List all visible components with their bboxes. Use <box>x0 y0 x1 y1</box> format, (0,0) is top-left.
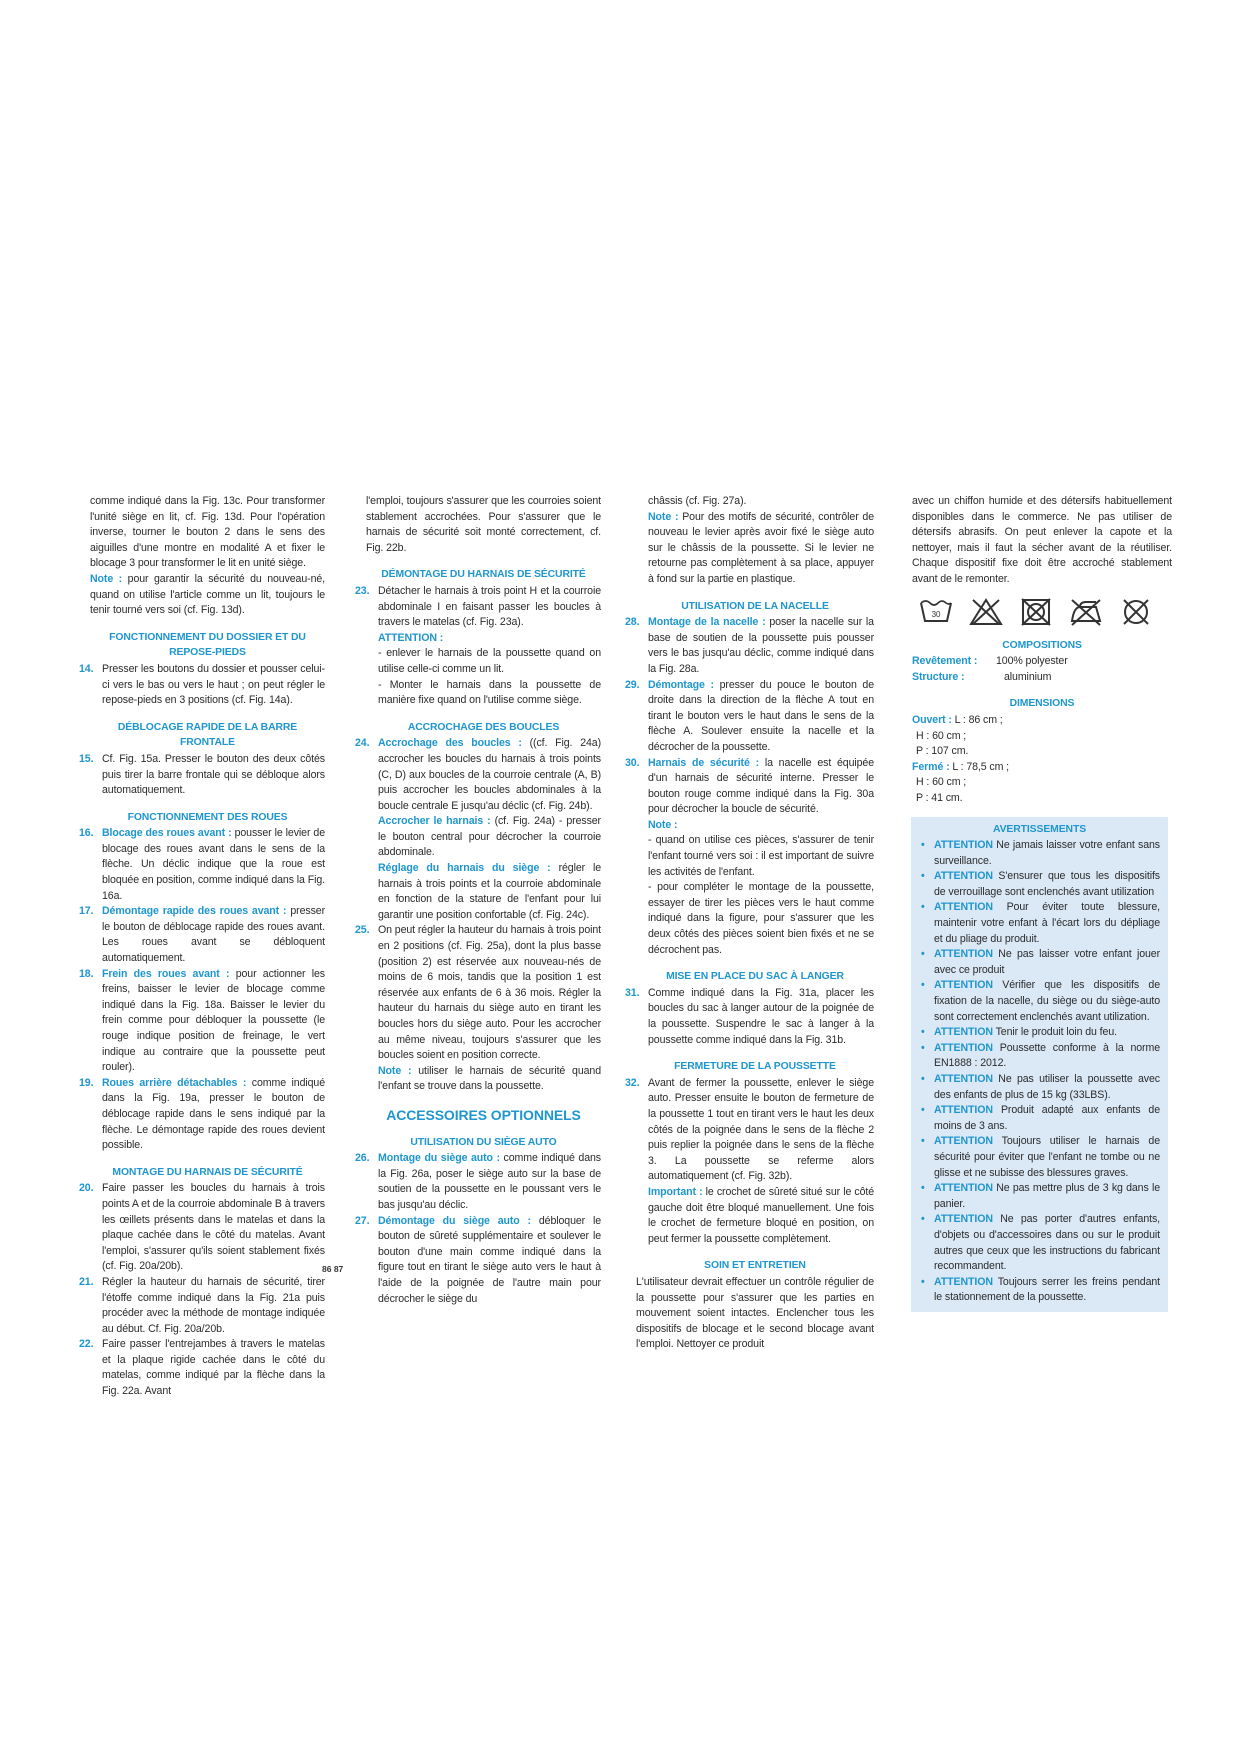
list-item: 31. Comme indiqué dans la Fig. 31a, placer les boucles du sac à langer autour de la poignée de la poussette. Suspendre le sac à langer à la poussette comme indiqué dans la Fig. 31b. <box>625 986 874 1046</box>
paragraph: L'utilisateur devrait effectuer un contrôle régulier de la poussette pour s'assurer que les parties en mouvement soient intactes. Enclencher tous les dispositifs de blocage et le second blocage avant l'emploi. Nettoyer ce produit <box>636 1275 874 1351</box>
dimensions: Ouvert : L : 86 cm ; H : 60 cm ; P : 107 cm. Fermé : L : 78,5 cm ; H : 60 cm ; P : 41 cm. <box>912 713 1010 804</box>
list-item: 19. Roues arrière détachables : comme indiqué dans la Fig. 19a, presser le bouton de déblocage rapide dans le sens indiqué par la flèche. Le démontage rapide des roues devient possible. <box>79 1076 325 1152</box>
warnings-box <box>911 817 1168 1312</box>
section-heading: FONCTIONNEMENT DES ROUES <box>127 811 288 823</box>
list-item: 16. Blocage des roues avant : pousser le levier de blocage des roues avant dans le sens de la flèche. Un déclic indique que la roue est bloquée en position, comme indiqué dans la Fig. 16a. <box>79 827 325 902</box>
paragraph: - quand on utilise ces pièces, s'assurer de tenir l'enfant tourné vers soi : il est important de suivre les activités de l'enfant. <box>648 834 874 878</box>
paragraph: avec un chiffon humide et des détersifs habituellement disponibles dans le commerce. Ne pas utiliser de détersifs abrasifs. On peut enlever la capote et la nettoyer, mais il faut la sécher avant de la réutiliser. Chaque dispositif fixe doit être accroché stablement avant de le remonter. <box>912 495 1172 585</box>
column-2 <box>355 494 602 1307</box>
no-iron-icon <box>1068 597 1104 627</box>
wash-30-icon <box>918 597 954 627</box>
warning-item: • ATTENTION Ne pas laisser votre enfant jouer avec ce produit <box>921 948 1160 976</box>
paragraph: Accrocher le harnais : (cf. Fig. 24a) - presser le bouton central pour décrocher la courroie abdominale. <box>378 815 601 859</box>
list-item: 25. On peut régler la hauteur du harnais à trois point en 2 positions (cf. Fig. 25a), dont la plus basse (position 2) est réservée aux nouveau-nés de moins de 6 mois, tandis que la position 1 est réservée aux enfants de 6 à 36 mois. Régler la hauteur du harnais du siège auto en tirant les boucles hors du siège auto. Pour les accrocher au même niveau, toujours s'assurer que les boucles soient en position correcte. <box>355 924 601 1062</box>
section-heading: DIMENSIONS <box>1009 698 1075 710</box>
paragraph: - pour compléter le montage de la poussette, essayer de tirer les pièces vers le haut comme indiqué dans la figure, pour s'assurer que les deux côtés des pièces soient bien fixés et ne se décrochent pas. <box>648 881 874 956</box>
list-item: 22. Faire passer l'entrejambes à travers le matelas et la plaque rigide cachée dans le côté du matelas, comme indiqué par la flèche dans la Fig. 22a. Avant <box>79 1338 325 1398</box>
list-item: 15. Cf. Fig. 15a. Presser le bouton des deux côtés puis tirer la barre frontale qui se débloque alors automatiquement. <box>79 752 325 797</box>
warning-item: • ATTENTION Tenir le produit loin du feu. <box>921 1026 1117 1039</box>
paragraph: châssis (cf. Fig. 27a). <box>648 495 747 507</box>
list-item: 24. Accrochage des boucles : ((cf. Fig. 24a) accrocher les boucles du harnais à trois points (C, D) aux boucles de la courroie centrale (A, B) puis accrocher les boucles abdominales à la boucle centrale E jusqu'au déclic (cf. Fig. 24b). <box>355 737 602 812</box>
warning-item: • ATTENTION Toujours utiliser le harnais de sécurité pour éviter que l'enfant ne tombe ou ne glisse et ne subisse des blessures graves. <box>921 1135 1160 1179</box>
warning-item: • ATTENTION Pour éviter toute blessure, maintenir votre enfant à l'écart lors du dépliage et du pliage du produit. <box>921 901 1160 945</box>
section-heading: ACCROCHAGE DES BOUCLES <box>407 721 560 733</box>
paragraph: l'emploi, toujours s'assurer que les courroies soient stablement accrochées. Pour s'assurer que le harnais de sécurité soit monté correctement, cf. Fig. 22b. <box>366 495 601 554</box>
section-heading: UTILISATION DE LA NACELLE <box>681 600 829 612</box>
list-item: 14. Presser les boutons du dossier et pousser celui-ci vers le bas ou vers le haut ; on peut régler le repose-pieds en 3 positions (cf. Fig. 14a). <box>79 662 325 707</box>
warning-item: • ATTENTION Vérifier que les dispositifs de fixation de la nacelle, du siège ou du siège-auto sont correctement enclenchés avant utilization. <box>921 979 1160 1023</box>
warning-item: • ATTENTION Poussette conforme à la norme EN1888 : 2012. <box>921 1041 1161 1070</box>
list-item: 18. Frein des roues avant : pour actionner les freins, baisser le levier de blocage comme indiqué dans la Fig. 18a. Baisser le levier du frein comme pour débloquer la poussette (le rouge indique position de freinage, le vert indique au contraire que la poussette peut rouler). <box>79 967 325 1074</box>
section-heading: DÉMONTAGE DU HARNAIS DE SÉCURITÉ <box>381 569 586 581</box>
section-heading: UTILISATION DU SIÈGE AUTO <box>410 1136 557 1148</box>
list-item: 17. Démontage rapide des roues avant : presser le bouton de déblocage rapide des roues avant. Les roues avant se débloquent automatiquement. <box>79 905 325 965</box>
composition-row: Structure : aluminium <box>912 670 1052 683</box>
note: Note : pour garantir la sécurité du nouveau-né, quand on utilise l'article comme un lit, toujours le tenir tourné vers soi (cf. Fig. 13d). <box>90 572 325 617</box>
section-heading: MONTAGE DU HARNAIS DE SÉCURITÉ <box>112 1166 303 1178</box>
warning-item: • ATTENTION S'ensurer que tous les dispositifs de verrouillage sont enclenchés avant utilization <box>921 870 1161 898</box>
section-title: ACCESSOIRES OPTIONNELS <box>386 1106 581 1123</box>
note: Note : utiliser le harnais de sécurité quand l'enfant se trouve dans la poussette. <box>378 1064 601 1093</box>
section-heading: COMPOSITIONS <box>1002 639 1082 651</box>
warning-item: • ATTENTION Ne jamais laisser votre enfant sans surveillance. <box>921 839 1161 867</box>
paragraph: Réglage du harnais du siège : régler le harnais à trois points et la courroie abdominale en fonction de la stature de l'enfant pour lui garantir une position confortable (cf. Fig. 24c). <box>378 862 602 921</box>
list-item: 27. Démontage du siège auto : débloquer le bouton de sûreté supplémentaire et soulever le bouton d'une main comme indiqué dans la figure tout en tirant le siège auto vers le haut à l'aide de la poignée de l'autre main pour décrocher le siège du <box>355 1214 601 1305</box>
warning-item: • ATTENTION Ne pas mettre plus de 3 kg dans le panier. <box>921 1182 1160 1210</box>
no-dry-clean-icon <box>1118 597 1154 627</box>
list-item: 30. Harnais de sécurité : la nacelle est équipée d'un harnais de sécurité interne. Presser le bouton rouge comme indiqué dans la Fig. 30a pour décrocher la boucle de sécurité. <box>625 756 874 816</box>
list-item: 29. Démontage : presser du pouce le bouton de droite dans la direction de la flèche A tout en tirant le bouton vers le haut dans le sens de la flèche A. Soulever ensuite la nacelle et la décrocher de la poussette. <box>625 678 874 753</box>
section-heading: FERMETURE DE LA POUSSETTE <box>674 1061 836 1073</box>
column-4 <box>912 494 1172 1312</box>
column-3 <box>625 494 875 1353</box>
section-heading: SOIN ET ENTRETIEN <box>704 1260 806 1272</box>
list-item: 21. Régler la hauteur du harnais de sécurité, tirer l'étoffe comme indiqué dans la Fig. 21a puis procéder avec la méthode de montage indiquée au début. Cf. Fig. 20a/20b. <box>79 1275 325 1335</box>
warning-item: • ATTENTION Produit adapté aux enfants de moins de 3 ans. <box>921 1104 1160 1132</box>
section-heading: MISE EN PLACE DU SAC À LANGER <box>666 971 844 983</box>
attention-label: ATTENTION : <box>378 631 444 644</box>
section-heading: DÉBLOCAGE RAPIDE DE LA BARRE FRONTALE <box>117 721 298 749</box>
list-item: 32. Avant de fermer la poussette, enlever le siège auto. Presser ensuite le bouton de fermeture de la poussette 1 tout en tirant vers le haut les deux côtés de la poignée dans le sens de la flèche 2 puis replier la poignée dans le sens de la flèche 3. La poussette se referme alors automatiquement (cf. Fig. 32b). <box>625 1076 874 1183</box>
section-heading: FONCTIONNEMENT DU DOSSIER ET DU REPOSE-PIEDS <box>109 631 306 659</box>
paragraph: - enlever le harnais de la poussette quand on utilise celle-ci comme un lit. <box>378 647 601 675</box>
no-bleach-icon <box>968 597 1004 627</box>
list-item: 28. Montage de la nacelle : poser la nacelle sur la base de soutien de la poussette puis pousser vers le bas jusqu'au déclic, comme indiqué dans la Fig. 28a. <box>625 616 874 675</box>
care-symbols <box>918 597 1172 627</box>
list-item: 23. Détacher le harnais à trois point H et la courroie abdominale I en faisant passer les boucles à travers le matelas (cf. Fig. 23a). <box>355 584 601 629</box>
section-heading: AVERTISSEMENTS <box>992 823 1087 835</box>
warning-item: • ATTENTION Ne pas utiliser la poussette avec des enfants de plus de 15 kg (33LBS). <box>921 1073 1160 1101</box>
list-item: 20. Faire passer les boucles du harnais à trois points A et de la courroie abdominale B à travers les œillets présents dans le matelas et dans la plaque cachée dans le côté du matelas. Avant l'emploi, s'assurer qu'ils soient stablement fixés (cf. Fig. 20a/20b). <box>79 1182 325 1273</box>
page-numbers: 86 87 <box>322 1264 344 1274</box>
note-label: Note : <box>648 818 678 831</box>
note: Note : Pour des motifs de sécurité, contrôler de nouveau le levier après avoir fixé le siège auto sur le châssis de la poussette. Si le levier ne retourne pas complètement à sa place, appuyer à fond sur la partie en plastique. <box>648 510 875 585</box>
paragraph: Important : le crochet de sûreté situé sur le côté gauche doit être bloqué manuellement. Une fois le crochet de fermeture bloqué en position, on peut fermer la poussette complètement. <box>648 1185 875 1245</box>
paragraph: - Monter le harnais dans la poussette de manière fixe quand on l'utilise comme siège. <box>378 678 601 707</box>
warning-item: • ATTENTION Ne pas porter d'autres enfants, d'objets ou d'accessoires dans ou sur le produit autres que ceux que les instructions du fabricant recommandent. <box>921 1213 1160 1273</box>
column-1 <box>79 494 325 1400</box>
paragraph: comme indiqué dans la Fig. 13c. Pour transformer l'unité siège en lit, cf. Fig. 13d. Pour l'opération inverse, tourner le bouton 2 dans le sens des aiguilles d'une montre en modalité A et fixer le blocage 3 pour transformer le lit en unité siège. <box>90 495 325 570</box>
svg-text:30: 30 <box>931 609 941 619</box>
composition-row: Revêtement : 100% polyester <box>912 655 1068 668</box>
warning-item: • ATTENTION Toujours serrer les freins pendant le stationnement de la poussette. <box>921 1275 1161 1304</box>
list-item: 26. Montage du siège auto : comme indiqué dans la Fig. 26a, poser le siège auto sur la base de soutien de la poussette en le poussant vers le bas jusqu'au déclic. <box>355 1152 601 1211</box>
no-tumble-dry-icon <box>1018 597 1054 627</box>
